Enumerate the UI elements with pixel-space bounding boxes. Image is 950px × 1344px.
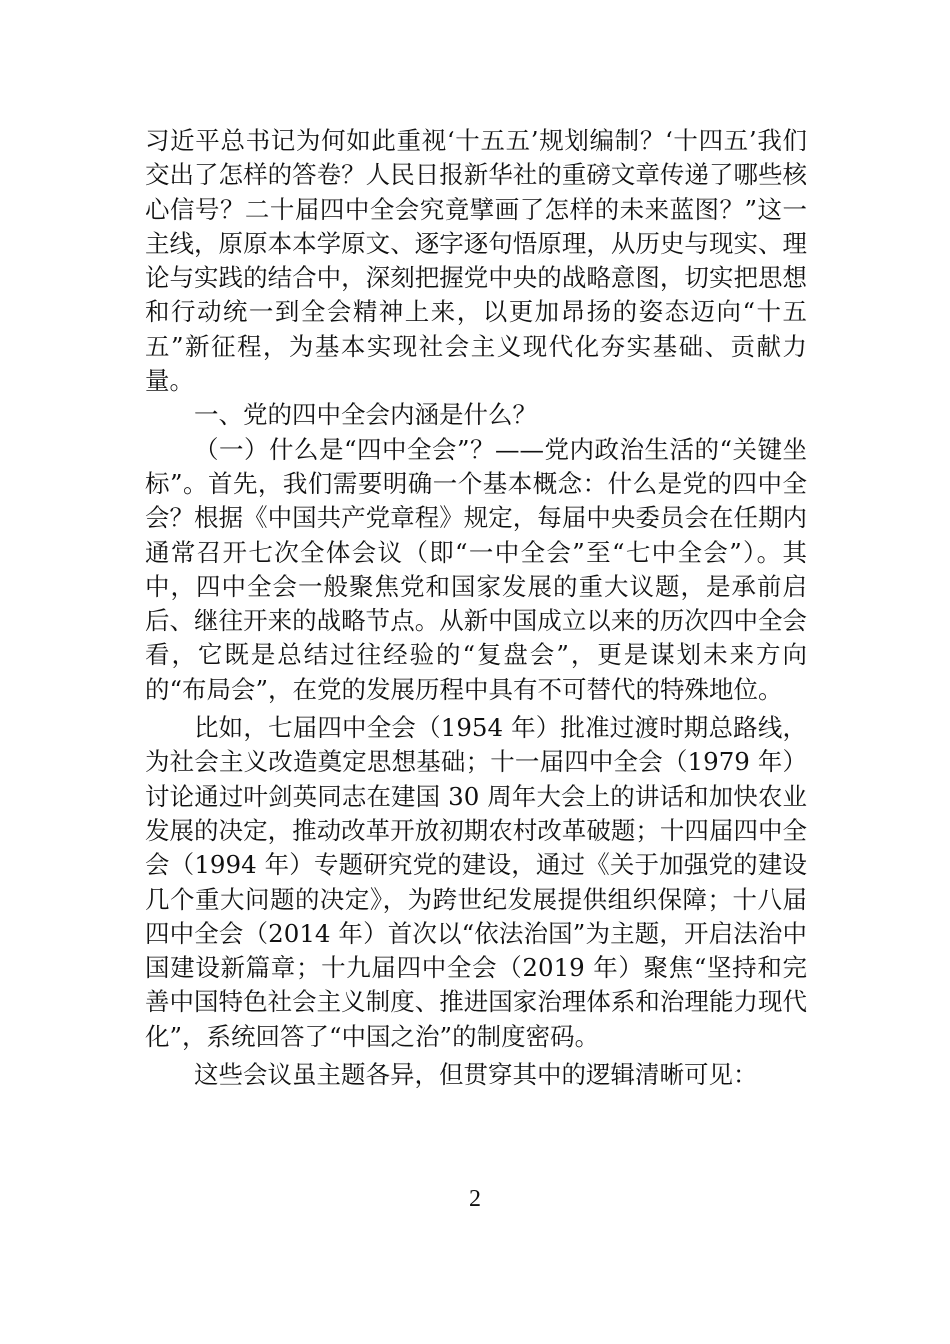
examples-paragraph: 比如，七届四中全会（1954 年）批准过渡时期总路线，为社会主义改造奠定思想基础；十一届四中全会（1979 年）讨论通过叶剑英同志在建国 30 周年大会上的讲话和加快农业发展的决定，推动改革开放初期农村改革破题；十四届四中全会（1994 年）专题研究党的建设，通过《关于加强党的建设几个重大问题的决定》，为跨世纪发展提供组织保障；十八届四中全会（2014 年）首次以“依法治国”为主题，开启法治中国建设新篇章；十九届四中全会（2019 年）聚焦“坚持和完善中国特色社会主义制度、推进国家治理体系和治理能力现代化”，系统回答了“中国之治”的制度密码。 — [145, 713, 807, 1051]
page-number: 2 — [469, 1186, 481, 1212]
section-heading: 一、党的四中全会内涵是什么？ — [194, 400, 537, 430]
document-body — [145, 124, 807, 1092]
intro-paragraph: 习近平总书记为何如此重视‘十五五’规划编制？‘十四五’我们交出了怎样的答卷？人民日报新华社的重磅文章传递了哪些核心信号？二十届四中全会究竟擘画了怎样的未来蓝图？”这一主线，原原本本学原文、逐字逐句悟原理，从历史与现实、理论与实践的结合中，深刻把握党中央的战略意图，切实把思想和行动统一到全会精神上来，以更加昂扬的姿态迈向“十五五”新征程，为基本实现社会主义现代化夯实基础、贡献力量。 — [145, 126, 807, 396]
closing-paragraph: 这些会议虽主题各异，但贯穿其中的逻辑清晰可见： — [194, 1060, 758, 1090]
subsection-paragraph: （一）什么是“四中全会”？——党内政治生活的“关键坐标”。首先，我们需要明确一个基本概念：什么是党的四中全会？根据《中国共产党章程》规定，每届中央委员会在任期内通常召开七次全体会议（即“一中全会”至“七中全会”）。其中，四中全会一般聚焦党和国家发展的重大议题，是承前启后、继往开来的战略节点。从新中国成立以来的历次四中全会看，它既是总结过往经验的“复盘会”，更是谋划未来方向的“布局会”，在党的发展历程中具有不可替代的特殊地位。 — [145, 434, 807, 704]
